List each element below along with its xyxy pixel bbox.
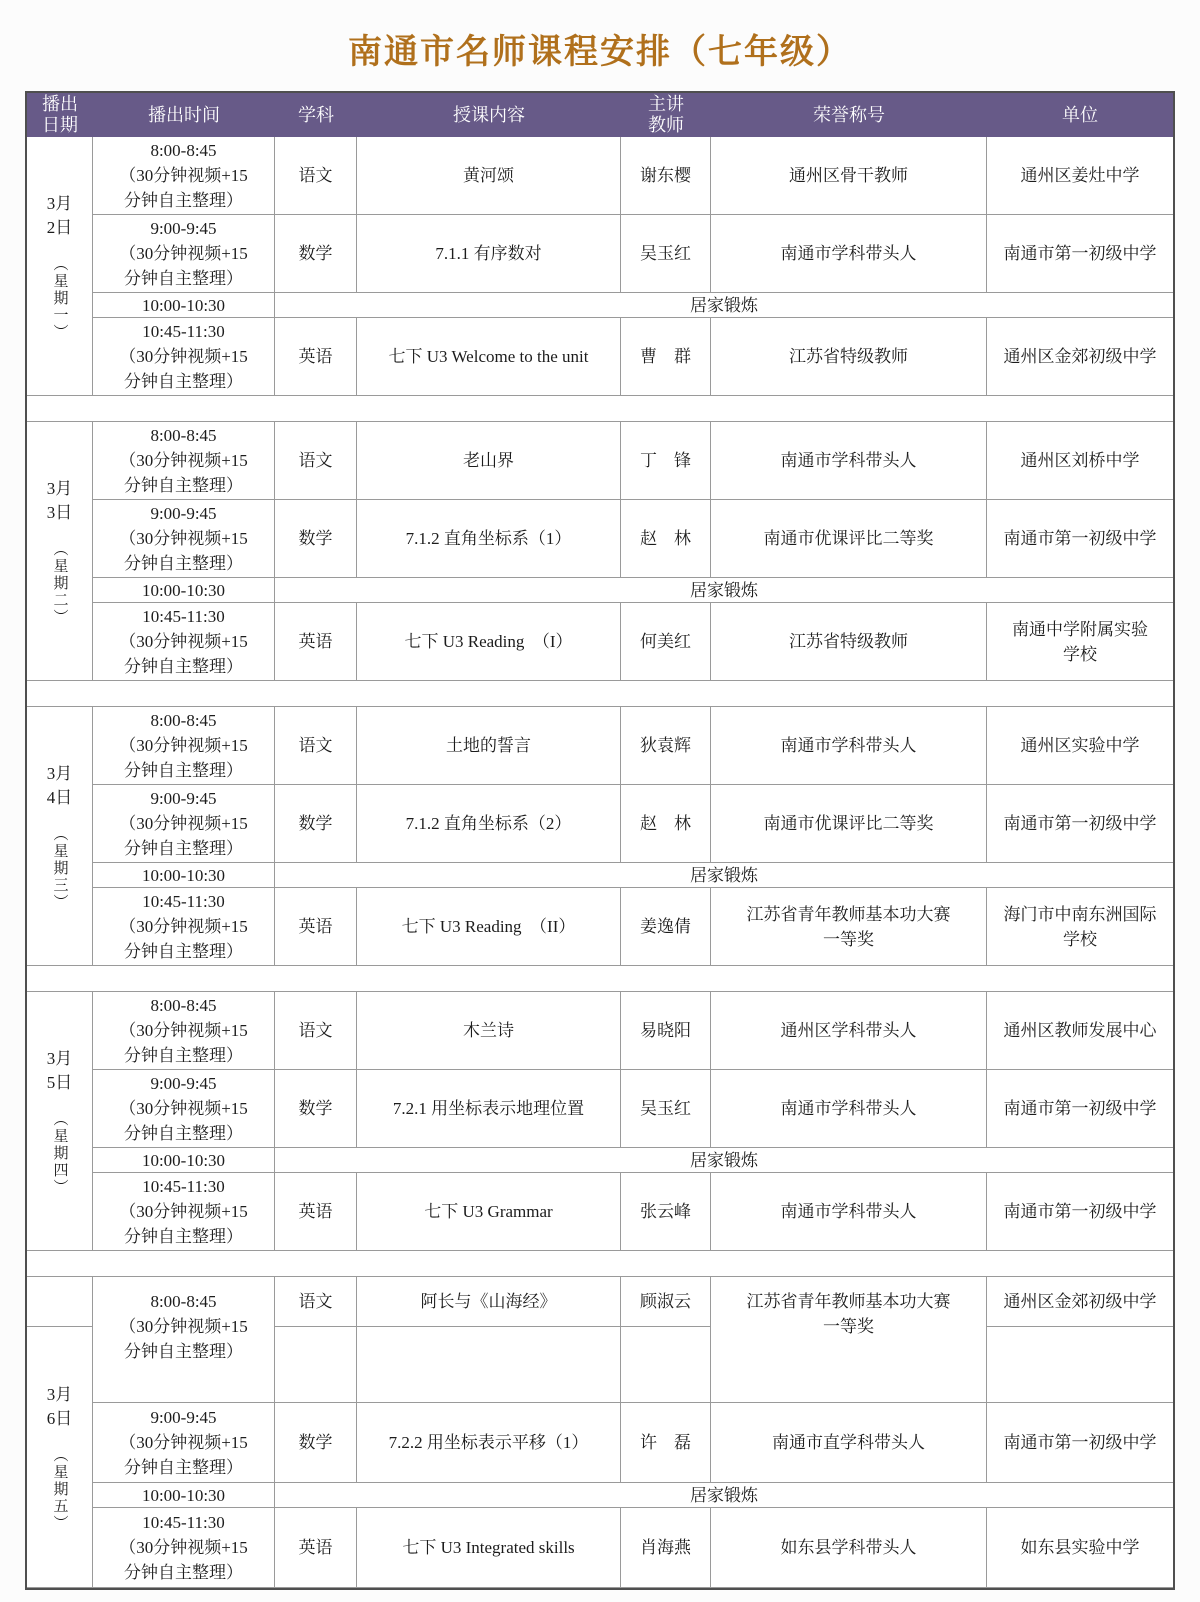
teacher-cell bbox=[621, 500, 711, 578]
teacher-name: 曹 群 bbox=[640, 347, 691, 366]
teacher-name: 吴玉红 bbox=[640, 1099, 691, 1118]
content-cell bbox=[357, 1173, 621, 1251]
time-cell bbox=[93, 603, 275, 681]
content-cell bbox=[357, 707, 621, 785]
unit-cell bbox=[987, 318, 1173, 396]
teacher-name: 张云峰 bbox=[640, 1202, 691, 1221]
separator-row bbox=[27, 396, 1173, 422]
time-cell bbox=[93, 785, 275, 863]
header-label: 播出 bbox=[42, 94, 78, 114]
time-cell bbox=[93, 863, 275, 888]
time-line: 分钟自主整理） bbox=[124, 1227, 243, 1246]
time-line: 分钟自主整理） bbox=[124, 1124, 243, 1143]
subject-label: 英语 bbox=[298, 917, 333, 936]
teacher-name: 赵 林 bbox=[640, 814, 691, 833]
teacher-cell bbox=[621, 707, 711, 785]
header-label: 单位 bbox=[1062, 104, 1098, 125]
header-label: 授课内容 bbox=[453, 104, 525, 125]
exercise-cell bbox=[275, 578, 1173, 603]
unit-cell bbox=[987, 603, 1173, 681]
unit-cell bbox=[987, 888, 1173, 966]
unit-cell bbox=[987, 500, 1173, 578]
subject-cell bbox=[275, 318, 357, 396]
time-line: 9:00-9:45 bbox=[150, 789, 217, 808]
teacher-name: 何美红 bbox=[640, 632, 691, 651]
subject-label: 数学 bbox=[298, 529, 333, 548]
day-block bbox=[27, 1277, 1173, 1588]
time-line: （30分钟视频+15 bbox=[119, 632, 248, 651]
content-label: 七下 U3 Integrated skills bbox=[402, 1538, 575, 1557]
time-line: （30分钟视频+15 bbox=[119, 1021, 248, 1040]
unit-line: 海门市中南东洲国际 bbox=[1003, 904, 1157, 924]
exercise-label: 居家锻炼 bbox=[690, 295, 758, 315]
teacher-cell bbox=[621, 1508, 711, 1588]
unit-line: 如东县实验中学 bbox=[1020, 1538, 1140, 1557]
subject-cell bbox=[275, 1277, 357, 1327]
subject-cell bbox=[275, 1070, 357, 1148]
table-header-row bbox=[27, 93, 1173, 137]
unit-cell bbox=[987, 707, 1173, 785]
page-title: 南通市名师课程安排（七年级） bbox=[348, 33, 852, 71]
unit-line: 南通市第一初级中学 bbox=[1003, 1099, 1157, 1118]
honor-line: 如东县学科带头人 bbox=[780, 1538, 917, 1557]
content-label: 7.2.2 用坐标表示平移（1） bbox=[388, 1433, 589, 1452]
header-cell-teacher bbox=[621, 93, 711, 137]
teacher-cell bbox=[621, 1070, 711, 1148]
unit-line: 通州区刘桥中学 bbox=[1020, 451, 1140, 470]
teacher-cell bbox=[621, 1403, 711, 1483]
teacher-cell bbox=[621, 137, 711, 215]
unit-line: 通州区教师发展中心 bbox=[1003, 1021, 1157, 1040]
weekday-label: （星期五） bbox=[51, 1446, 68, 1532]
exercise-label: 居家锻炼 bbox=[690, 865, 758, 885]
unit-line: 通州区金郊初级中学 bbox=[1003, 347, 1157, 366]
time-cell bbox=[93, 1148, 275, 1173]
teacher-cell bbox=[621, 1173, 711, 1251]
subject-label: 数学 bbox=[298, 814, 333, 833]
header-label: 教师 bbox=[648, 115, 684, 135]
teacher-name: 谢东樱 bbox=[640, 166, 691, 185]
date-line: 6日 bbox=[46, 1408, 73, 1428]
weekday-label: （星期三） bbox=[51, 825, 68, 911]
content-cell bbox=[357, 785, 621, 863]
separator-row bbox=[27, 966, 1173, 992]
subject-label: 英语 bbox=[298, 1538, 333, 1557]
time-line: 分钟自主整理） bbox=[124, 839, 243, 858]
content-cell bbox=[357, 992, 621, 1070]
content-cell-continuation bbox=[357, 1327, 621, 1403]
subject-label: 英语 bbox=[298, 1202, 333, 1221]
date-cell bbox=[27, 992, 93, 1251]
subject-cell bbox=[275, 422, 357, 500]
teacher-name: 狄袁辉 bbox=[640, 736, 691, 755]
content-cell bbox=[357, 1403, 621, 1483]
content-cell bbox=[357, 1277, 621, 1327]
teacher-name: 顾淑云 bbox=[640, 1292, 691, 1311]
subject-label: 数学 bbox=[298, 1433, 333, 1452]
time-line: （30分钟视频+15 bbox=[119, 244, 248, 263]
teacher-name: 肖海燕 bbox=[640, 1538, 691, 1557]
time-line: 10:45-11:30 bbox=[142, 607, 225, 626]
time-cell bbox=[93, 293, 275, 318]
time-line: 分钟自主整理） bbox=[124, 1458, 243, 1477]
exercise-cell bbox=[275, 1483, 1173, 1508]
unit-cell bbox=[987, 1173, 1173, 1251]
unit-line: 通州区实验中学 bbox=[1020, 736, 1140, 755]
time-line: （30分钟视频+15 bbox=[119, 736, 248, 755]
content-label: 阿长与《山海经》 bbox=[420, 1292, 557, 1311]
time-line: （30分钟视频+15 bbox=[119, 1538, 248, 1557]
time-cell bbox=[93, 992, 275, 1070]
content-label: 7.1.1 有序数对 bbox=[435, 244, 542, 263]
unit-cell bbox=[987, 1070, 1173, 1148]
content-label: 七下 U3 Welcome to the unit bbox=[388, 347, 589, 366]
teacher-name: 吴玉红 bbox=[640, 244, 691, 263]
subject-cell bbox=[275, 707, 357, 785]
subject-label: 语文 bbox=[298, 736, 333, 755]
date-line: 2日 bbox=[46, 217, 73, 237]
unit-line: 通州区金郊初级中学 bbox=[1003, 1292, 1157, 1311]
honor-cell bbox=[711, 500, 987, 578]
time-cell bbox=[93, 422, 275, 500]
time-line: 9:00-9:45 bbox=[150, 219, 217, 238]
subject-label: 英语 bbox=[298, 632, 333, 651]
header-cell-content bbox=[357, 93, 621, 137]
content-label: 木兰诗 bbox=[463, 1021, 514, 1040]
content-label: 7.1.2 直角坐标系（2） bbox=[405, 814, 572, 833]
subject-cell-continuation bbox=[275, 1327, 357, 1403]
time-line: （30分钟视频+15 bbox=[119, 1099, 248, 1118]
honor-line: 南通市学科带头人 bbox=[780, 451, 917, 470]
content-label: 七下 U3 Grammar bbox=[424, 1202, 553, 1221]
content-cell bbox=[357, 1508, 621, 1588]
honor-cell bbox=[711, 1277, 987, 1403]
table-body bbox=[27, 137, 1173, 1588]
unit-line: 学校 bbox=[1063, 644, 1097, 664]
date-corner-cell bbox=[27, 1277, 93, 1327]
exercise-cell bbox=[275, 293, 1173, 318]
content-label: 7.2.1 用坐标表示地理位置 bbox=[392, 1099, 585, 1118]
content-cell bbox=[357, 422, 621, 500]
time-line: 10:00-10:30 bbox=[141, 865, 226, 885]
unit-line: 南通市第一初级中学 bbox=[1003, 814, 1157, 833]
schedule-table bbox=[25, 91, 1175, 1590]
time-line: （30分钟视频+15 bbox=[119, 1433, 248, 1452]
content-cell bbox=[357, 215, 621, 293]
teacher-cell bbox=[621, 785, 711, 863]
time-line: （30分钟视频+15 bbox=[119, 1317, 248, 1336]
subject-label: 英语 bbox=[298, 347, 333, 366]
honor-line: 江苏省特级教师 bbox=[789, 632, 908, 651]
time-line: 8:00-8:45 bbox=[150, 426, 217, 445]
teacher-name: 赵 林 bbox=[640, 529, 691, 548]
date-cell bbox=[27, 422, 93, 681]
weekday-label: （星期二） bbox=[51, 540, 68, 626]
date-line: 3月 bbox=[46, 1048, 73, 1068]
time-line: 分钟自主整理） bbox=[124, 1046, 243, 1065]
unit-line: 学校 bbox=[1063, 929, 1097, 949]
honor-line: 江苏省青年教师基本功大赛 bbox=[746, 904, 951, 924]
teacher-cell bbox=[621, 992, 711, 1070]
exercise-cell bbox=[275, 863, 1173, 888]
content-label: 七下 U3 Reading （II） bbox=[401, 917, 576, 936]
teacher-cell bbox=[621, 215, 711, 293]
content-cell bbox=[357, 603, 621, 681]
subject-cell bbox=[275, 1508, 357, 1588]
time-cell bbox=[93, 707, 275, 785]
honor-line: 通州区学科带头人 bbox=[780, 1021, 917, 1040]
time-line: 8:00-8:45 bbox=[150, 711, 217, 730]
header-cell-broadcast-date bbox=[27, 93, 93, 137]
exercise-label: 居家锻炼 bbox=[690, 1485, 758, 1505]
time-line: 10:00-10:30 bbox=[141, 1150, 226, 1170]
header-cell-broadcast-time bbox=[93, 93, 275, 137]
subject-cell bbox=[275, 500, 357, 578]
content-label: 土地的誓言 bbox=[446, 736, 531, 755]
unit-cell-continuation bbox=[987, 1327, 1173, 1403]
teacher-cell bbox=[621, 422, 711, 500]
honor-cell bbox=[711, 318, 987, 396]
teacher-name: 易晓阳 bbox=[640, 1021, 691, 1040]
subject-cell bbox=[275, 137, 357, 215]
header-label: 播出时间 bbox=[148, 104, 220, 125]
time-cell bbox=[93, 888, 275, 966]
subject-cell bbox=[275, 1173, 357, 1251]
unit-cell bbox=[987, 1508, 1173, 1588]
day-block bbox=[27, 422, 1173, 681]
separator-row bbox=[27, 681, 1173, 707]
content-cell bbox=[357, 137, 621, 215]
time-line: 10:00-10:30 bbox=[141, 295, 226, 315]
subject-cell bbox=[275, 888, 357, 966]
content-cell bbox=[357, 1070, 621, 1148]
time-line: （30分钟视频+15 bbox=[119, 1202, 248, 1221]
honor-line: 南通市学科带头人 bbox=[780, 1099, 917, 1118]
time-line: 9:00-9:45 bbox=[150, 1408, 217, 1427]
subject-label: 语文 bbox=[298, 451, 333, 470]
time-cell bbox=[93, 1277, 275, 1403]
honor-cell bbox=[711, 707, 987, 785]
unit-line: 南通市第一初级中学 bbox=[1003, 1433, 1157, 1452]
time-line: 分钟自主整理） bbox=[124, 554, 243, 573]
day-block bbox=[27, 992, 1173, 1251]
exercise-label: 居家锻炼 bbox=[690, 580, 758, 600]
time-line: 分钟自主整理） bbox=[124, 476, 243, 495]
subject-label: 语文 bbox=[298, 1292, 333, 1311]
teacher-name: 姜逸倩 bbox=[640, 917, 691, 936]
teacher-cell bbox=[621, 603, 711, 681]
time-line: 分钟自主整理） bbox=[124, 269, 243, 288]
header-label: 主讲 bbox=[648, 94, 684, 114]
subject-label: 语文 bbox=[298, 1021, 333, 1040]
header-label: 学科 bbox=[298, 104, 334, 125]
unit-line: 南通市第一初级中学 bbox=[1003, 529, 1157, 548]
time-cell bbox=[93, 578, 275, 603]
time-cell bbox=[93, 500, 275, 578]
honor-cell bbox=[711, 215, 987, 293]
subject-cell bbox=[275, 992, 357, 1070]
honor-cell bbox=[711, 1173, 987, 1251]
header-cell-honor bbox=[711, 93, 987, 137]
time-line: 10:45-11:30 bbox=[142, 1177, 225, 1196]
time-cell bbox=[93, 1483, 275, 1508]
separator-row bbox=[27, 1251, 1173, 1277]
subject-cell bbox=[275, 1403, 357, 1483]
honor-line: 南通市学科带头人 bbox=[780, 1202, 917, 1221]
date-line: 5日 bbox=[46, 1072, 73, 1092]
honor-line: 南通市学科带头人 bbox=[780, 244, 917, 263]
subject-label: 数学 bbox=[298, 244, 333, 263]
time-cell bbox=[93, 1403, 275, 1483]
content-label: 七下 U3 Reading （I） bbox=[404, 632, 573, 651]
subject-label: 数学 bbox=[298, 1099, 333, 1118]
time-line: 分钟自主整理） bbox=[124, 191, 243, 210]
time-cell bbox=[93, 1508, 275, 1588]
date-cell bbox=[27, 1327, 93, 1588]
day-block bbox=[27, 707, 1173, 966]
honor-cell bbox=[711, 992, 987, 1070]
unit-cell bbox=[987, 785, 1173, 863]
time-line: 8:00-8:45 bbox=[150, 996, 217, 1015]
header-cell-subject bbox=[275, 93, 357, 137]
honor-line: 南通市优课评比二等奖 bbox=[763, 814, 934, 833]
date-line: 3日 bbox=[46, 502, 73, 522]
exercise-label: 居家锻炼 bbox=[690, 1150, 758, 1170]
time-line: 分钟自主整理） bbox=[124, 372, 243, 391]
time-cell bbox=[93, 215, 275, 293]
honor-line: 江苏省青年教师基本功大赛 bbox=[746, 1292, 951, 1311]
date-line: 3月 bbox=[46, 763, 73, 783]
content-label: 老山界 bbox=[463, 451, 514, 470]
date-line: 3月 bbox=[46, 478, 73, 498]
time-line: 分钟自主整理） bbox=[124, 657, 243, 676]
time-line: （30分钟视频+15 bbox=[119, 814, 248, 833]
time-cell bbox=[93, 1173, 275, 1251]
honor-cell bbox=[711, 1403, 987, 1483]
honor-cell bbox=[711, 1508, 987, 1588]
unit-line: 南通市第一初级中学 bbox=[1003, 1202, 1157, 1221]
time-line: 10:45-11:30 bbox=[142, 322, 225, 341]
time-line: 8:00-8:45 bbox=[150, 141, 217, 160]
honor-line: 南通市优课评比二等奖 bbox=[763, 529, 934, 548]
time-line: 10:45-11:30 bbox=[142, 1513, 225, 1532]
weekday-label: （星期一） bbox=[51, 255, 68, 341]
date-cell bbox=[27, 707, 93, 966]
honor-cell bbox=[711, 137, 987, 215]
content-cell bbox=[357, 500, 621, 578]
teacher-cell bbox=[621, 318, 711, 396]
unit-cell bbox=[987, 137, 1173, 215]
honor-line: 南通市直学科带头人 bbox=[772, 1433, 925, 1452]
content-cell bbox=[357, 888, 621, 966]
subject-cell bbox=[275, 603, 357, 681]
honor-line: 南通市学科带头人 bbox=[780, 736, 917, 755]
time-line: （30分钟视频+15 bbox=[119, 451, 248, 470]
weekday-label: （星期四） bbox=[51, 1110, 68, 1196]
date-cell bbox=[27, 137, 93, 396]
time-line: 9:00-9:45 bbox=[150, 1074, 217, 1093]
subject-cell bbox=[275, 215, 357, 293]
unit-cell bbox=[987, 992, 1173, 1070]
teacher-cell bbox=[621, 1277, 711, 1327]
honor-cell bbox=[711, 422, 987, 500]
subject-cell bbox=[275, 785, 357, 863]
honor-line: 一等奖 bbox=[823, 1317, 874, 1336]
unit-cell bbox=[987, 422, 1173, 500]
honor-cell bbox=[711, 888, 987, 966]
unit-line: 南通市第一初级中学 bbox=[1003, 244, 1157, 263]
honor-line: 通州区骨干教师 bbox=[789, 166, 908, 185]
content-label: 7.1.2 直角坐标系（1） bbox=[405, 529, 572, 548]
unit-line: 通州区姜灶中学 bbox=[1020, 166, 1140, 185]
date-line: 4日 bbox=[46, 787, 73, 807]
teacher-cell bbox=[621, 888, 711, 966]
teacher-name: 丁 锋 bbox=[640, 451, 691, 470]
teacher-name: 许 磊 bbox=[640, 1433, 691, 1452]
honor-line: 一等奖 bbox=[823, 929, 874, 949]
content-cell bbox=[357, 318, 621, 396]
date-line: 3月 bbox=[46, 1384, 73, 1404]
date-line: 3月 bbox=[46, 193, 73, 213]
honor-cell bbox=[711, 603, 987, 681]
honor-cell bbox=[711, 1070, 987, 1148]
time-line: （30分钟视频+15 bbox=[119, 347, 248, 366]
time-line: 分钟自主整理） bbox=[124, 761, 243, 780]
content-label: 黄河颂 bbox=[463, 166, 514, 185]
time-line: 分钟自主整理） bbox=[124, 1342, 243, 1361]
unit-line: 南通中学附属实验 bbox=[1012, 619, 1148, 639]
unit-cell bbox=[987, 215, 1173, 293]
time-line: （30分钟视频+15 bbox=[119, 917, 248, 936]
honor-cell bbox=[711, 785, 987, 863]
day-block bbox=[27, 137, 1173, 396]
time-line: 分钟自主整理） bbox=[124, 942, 243, 961]
honor-line: 江苏省特级教师 bbox=[789, 347, 908, 366]
time-line: （30分钟视频+15 bbox=[119, 166, 248, 185]
unit-cell bbox=[987, 1403, 1173, 1483]
header-cell-unit bbox=[987, 93, 1173, 137]
unit-cell bbox=[987, 1277, 1173, 1327]
time-line: （30分钟视频+15 bbox=[119, 529, 248, 548]
time-cell bbox=[93, 1070, 275, 1148]
header-label: 日期 bbox=[42, 115, 78, 135]
exercise-cell bbox=[275, 1148, 1173, 1173]
time-cell bbox=[93, 137, 275, 215]
time-line: 9:00-9:45 bbox=[150, 504, 217, 523]
time-line: 10:00-10:30 bbox=[141, 1485, 226, 1505]
header-label: 荣誉称号 bbox=[813, 104, 885, 125]
subject-label: 语文 bbox=[298, 166, 333, 185]
time-line: 10:00-10:30 bbox=[141, 580, 226, 600]
time-line: 10:45-11:30 bbox=[142, 892, 225, 911]
time-line: 8:00-8:45 bbox=[150, 1292, 217, 1311]
teacher-cell-continuation bbox=[621, 1327, 711, 1403]
time-line: 分钟自主整理） bbox=[124, 1563, 243, 1582]
time-cell bbox=[93, 318, 275, 396]
